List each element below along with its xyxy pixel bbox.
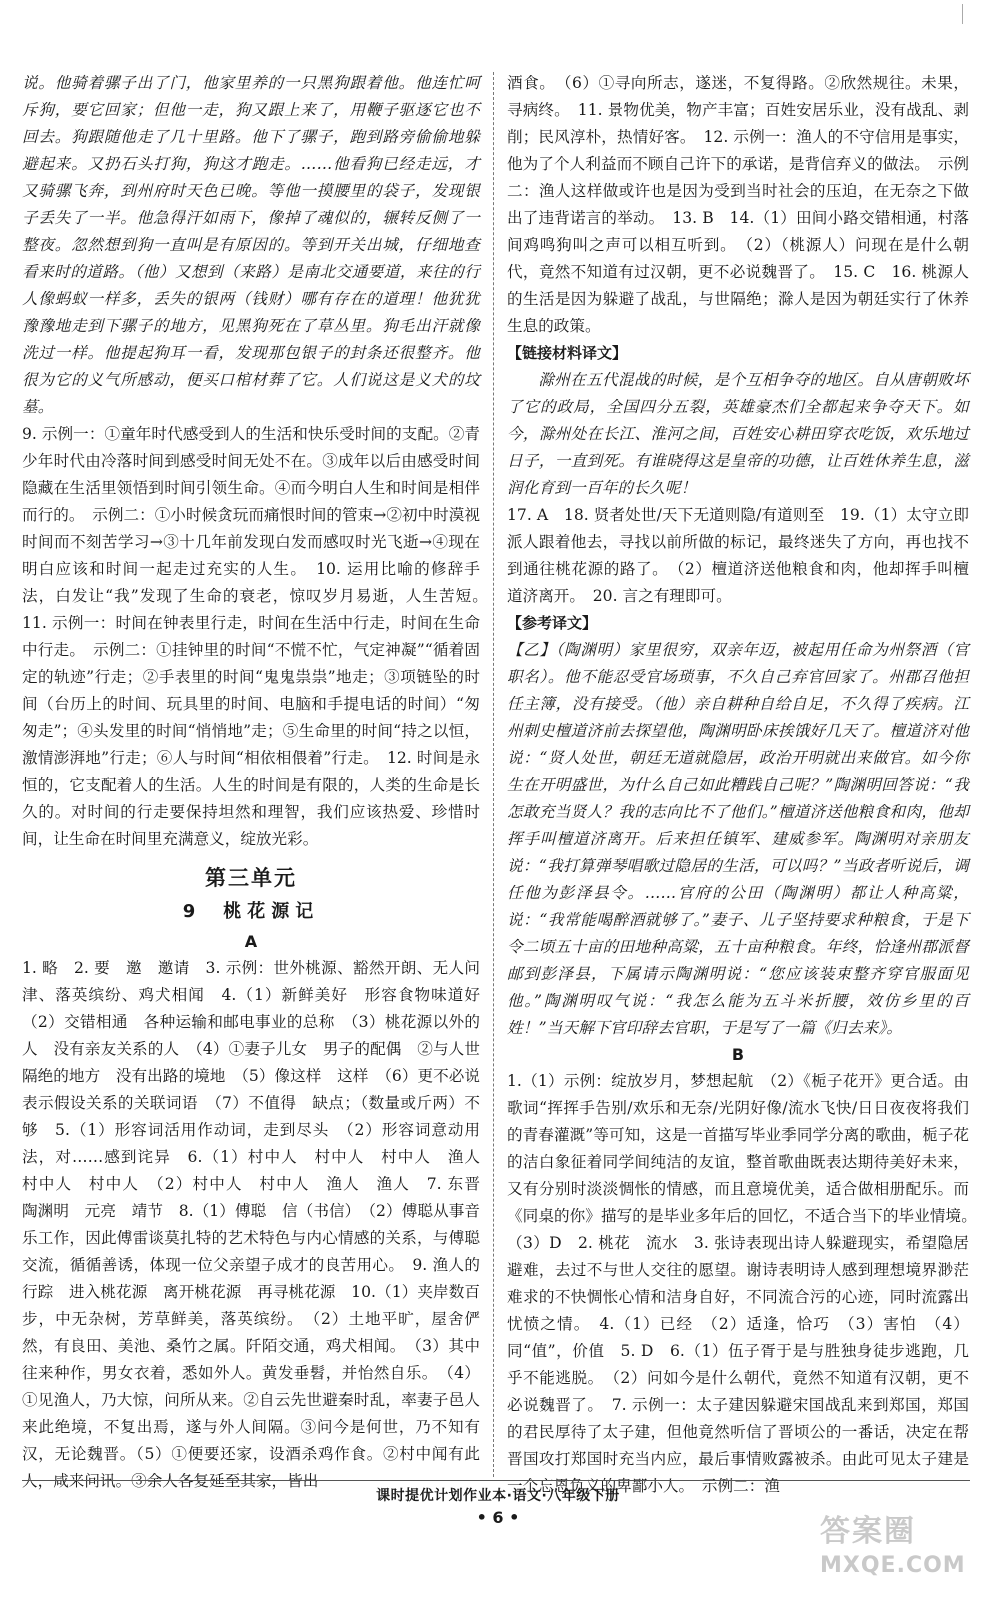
edge-mark [962,4,967,24]
right-column [507,70,985,1500]
answers-9-12: 9. 示例一：①童年时代感受到人的生活和快乐受时间的支配。②青少年时代由冷落时间到感受时间无处不在。③成年以后由感受时间隐藏在生活里领悟到时间引领生命。④而今明白人生和时间是相伴而行的。 示例二：①小时候贪玩而痛恨时间的管束→②初中时漠视时间而不刻苦学习→③十几年前发现白发而感叹时光飞逝→④现在明白应该和时间一起走过充实的人生。 10. 运用比喻的修辞手法，白发让“我”发现了生命的衰老，惊叹岁月易逝，人生苦短。 11. 示例一：时间在钟表里行走，时间在生活中行走，时间在生命中行走。 示例二：①挂钟里的时间“不慌不忙，气定神凝”“循着固定的轨迹”行走；②手表里的时间“鬼鬼祟祟”地走；③项链坠的时间（台历上的时间、玩具里的时间、电脑和手提电话的时间）“匆匆走”；④头发里的时间“悄悄地”走；⑤生命里的时间“持之以恒，激情澎湃地”行走；⑥人与时间“相依相偎着”行走。 12. 时间是永恒的，它支配着人的生活。人生的时间是有限的，人类的生命是长久的。对时间的行走要保持坦然和理智，我们应该热爱、珍惜时间，让生命在时间里充满意义，绽放光彩。 [22,425,496,848]
link-material-heading: 【链接材料译文】 [507,344,628,362]
watermark-top-text: 答案圈 [820,1514,916,1549]
section-a-answers: 1. 略 2. 要 邀 邀请 3. 示例：世外桃源、豁然开朗、无人问津、落英缤纷、鸡犬相闻 4.（1）新鲜美好 形容食物味道好 （2）交错相通 各种运输和邮电事业的总称 （3）桃花源以外的人 没有亲友关系的人 （4）①妻子儿女 男子的配偶 ②与人世隔绝的地方 没有出路的境地 （5）像这样 这样 （6）更不必说 表示假设关系的关联词语 （7）不值得 缺点；（数量或斤两）不够 5.（1）形容词活用作动词，走到尽头 （2）形容词意动用法，对……感到诧异 6.（1）村中人 村中人 村中人 渔人 村中人 村中人 （2）村中人 村中人 渔人 渔人 7. 东晋 陶渊明 元亮 靖节 8.（1）傅聪 信（书信） （2）傅聪从事音乐工作，因此傅雷谈莫扎特的艺术特色与内心情感的关系，与傅聪交流，循循善诱，体现一位父亲望子成才的良苦用心。 9. 渔人的行踪 进入桃花源 离开桃花源 再寻桃花源 10.（1）夹岸数百步，中无杂树，芳草鲜美，落英缤纷。 （2）土地平旷，屋舍俨然，有良田、美池、桑竹之属。阡陌交通，鸡犬相闻。 （3）其中往来种作，男女衣着，悉如外人。黄发垂髫，并怡然自乐。 （4）①见渔人，乃大惊，问所从来。②自云先世避秦时乱，率妻子邑人来此绝境，不复出焉，遂与外人间隔。③问今是何世，乃不知有汉，无论魏晋。（5）①便要还家，设酒杀鸡作食。②村中闻有此人，咸来问讯。③余人各复延至其家，皆出 [22,959,496,1490]
section-b-answers: 1.（1）示例：绽放岁月，梦想起航 （2）《栀子花开》更合适。由歌词“挥挥手告别/欢乐和无奈/光阴好像/流水飞快/日日夜夜将我们的青春灌溉”等可知，这是一首描写毕业季同学分离的歌曲，栀子花的洁白象征着同学间纯洁的友谊，整首歌曲既表达期待美好未来，又有分别时淡淡惆怅的情感，而且意境优美，适合做相册配乐。而《同桌的你》描写的是毕业多年后的回忆，不适合当下的毕业情境。 （3）D 2. 桃花 流水 3. 张诗表现出诗人躲避现实，希望隐居避难，去过不与世人交往的愿望。谢诗表明诗人感到理想境界渺茫难求的不快惆怅心情和洁身自好，不同流合污的心迹，同时流露出忧愤之情。 4.（1）已经 （2）适逢，恰巧 （3）害怕 （4）同“值”，价值 5. D 6.（1）伍子胥于是与胜独身徒步逃跑，几乎不能逃脱。 （2）问如今是什么朝代，竟然不知道有汉朝，更不必说魏晋了。 7. 示例一：太子建因躲避宋国战乱来到郑国，郑国的君民厚待了太子建，但他竟然听信了晋顷公的一番话，决定在帮晋国攻打郑国时充当内应，最后事情败露被杀。由此可见太子建是一个忘恩负义的卑鄙小人。 示例二：渔 [507,1072,985,1495]
footer-book-title: 课时提优计划作业本·语文·八年级下册 [376,1488,620,1504]
footer-rule [22,1480,970,1481]
reference-translation-heading: 【参考译文】 [507,614,598,632]
section-b-heading: B [731,1045,745,1064]
section-a-answers-continued: 酒食。 （6）①寻向所志，遂迷，不复得路。②欣然规往。未果，寻病终。 11. 景物优美，物产丰富；百姓安居乐业，没有战乱、剥削；民风淳朴，热情好客。 12. 示例一：渔人的不守信用是事实，他为了个人利益而不顾自己许下的承诺，是背信弃义的做法。 示例二：渔人这样做或许也是因为受到当时社会的压迫，在无奈之下做出了违背诺言的举动。 13. B 14.（1）田间小路交错相通，村落间鸡鸣狗叫之声可以相互听到。 （2）（桃源人）问现在是什么朝代，竟然不知道有过汉朝，更不必说魏晋了。 15. C 16. 桃源人的生活是因为躲避了战乱，与世隔绝；滁人是因为朝廷实行了休养生息的政策。 [507,74,969,335]
watermark-bottom-text: MXQE.COM [820,1553,966,1578]
section-a-heading: A [244,932,258,951]
page-number: • 6 • [476,1508,520,1527]
lesson-number: 9 [182,901,202,922]
column-divider [493,72,494,1477]
translation-continued: 说。他骑着骡子出了门，他家里养的一只黑狗跟着他。他连忙呵斥狗，要它回家；但他一走，狗又跟上来了，用鞭子驱逐它也不回去。狗跟随他走了几十里路。他下了骡子，跑到路旁偷偷地躲避起来。又扔石头打狗，狗这才跑走。……他看狗已经走远，才又骑骡飞奔，到州府时天色已晚。等他一摸腰里的袋子，发现银子丢失了一半。他急得汗如雨下，像掉了魂似的，辗转反侧了一整夜。忽然想到狗一直叫是有原因的。等到开关出城，仔细地查看来时的道路。（他）又想到（来路）是南北交通要道，来往的行人像蚂蚁一样多，丢失的银两（钱财）哪有存在的道理！他犹犹豫豫地走到下骡子的地方，见黑狗死在了草丛里。狗毛出汗就像洗过一样。他提起狗耳一看，发现那包银子的封条还很整齐。他很为它的义气所感动，便买口棺材葬了它。人们说这是义犬的坟墓。 [22,74,480,416]
reference-translation: 【乙】（陶渊明）家里很穷，双亲年迈，被起用任命为州祭酒（官职名）。他不能忍受官场琐事，不久自己弃官回家了。州郡召他担任主簿，没有接受。（他）亲自耕种自给自足，不久得了疾病。江州刺史檀道济前去探望他，陶渊明卧床挨饿好几天了。檀道济对他说：“贤人处世，朝廷无道就隐居，政治开明就出来做官。如今你生在开明盛世，为什么自己如此糟践自己呢？”陶渊明回答说：“我怎敢充当贤人？我的志向比不了他们。”檀道济送他粮食和肉，他却挥手叫檀道济离开。后来担任镇军、建威参军。陶渊明对亲朋友说：“我打算弹琴唱歌过隐居的生活，可以吗？”当政者听说后，调任他为彭泽县令。……官府的公田（陶渊明）都让人种高粱，说：“我常能喝醉酒就够了。”妻子、儿子坚持要求种粮食，于是下令二顷五十亩的田地种高粱，五十亩种粮食。年终，恰逢州郡派督邮到彭泽县，下属请示陶渊明说：“您应该装束整齐穿官服面见他。”陶渊明叹气说：“我怎么能为五斗米折腰，效仿乡里的百姓！”当天解下官印辞去官职，于是写了一篇《归去来》。 [507,641,969,1037]
lesson-name: 桃花源记 [223,901,320,922]
lesson-title [22,897,480,927]
answers-17-20: 17. A 18. 贤者处世/天下无道则隐/有道则至 19.（1）太守立即派人跟着他去，寻找以前所做的标记，最终迷失了方向，再也找不到通往桃花源的路了。 （2）檀道济送他粮食和肉，他却挥手叫檀道济离开。 20. 言之有理即可。 [507,506,969,605]
left-column [22,70,496,1495]
link-material-translation: 滁州在五代混战的时候，是个互相争夺的地区。自从唐朝败坏了它的政局，全国四分五裂，英雄豪杰们全都起来争夺天下。如今，滁州处在长江、淮河之间，百姓安心耕田穿衣吃饭，欢乐地过日子，一直到死。有谁晓得这是皇帝的功德，让百姓休养生息，滋润化育到一百年的长久呢！ [507,371,969,497]
watermark-logo [820,1512,980,1592]
unit-title: 第三单元 [205,866,297,890]
